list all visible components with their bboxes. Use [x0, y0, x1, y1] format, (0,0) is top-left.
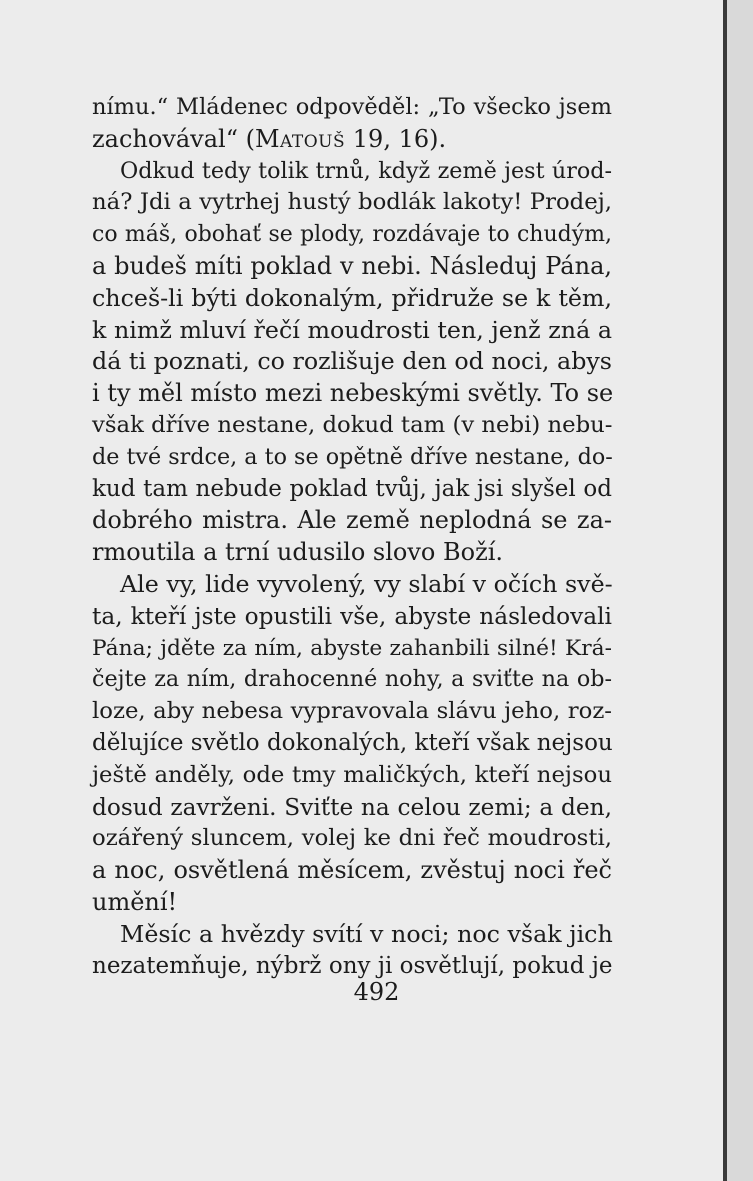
text-line: kud tam nebude poklad tvůj, jak jsi slyšel od [92, 475, 612, 502]
text-line: a noc, osvětlená měsícem, zvěstuj noci řeč [92, 856, 612, 885]
text-line: ještě anděly, ode tmy maličkých, kteří nejsou [92, 761, 612, 788]
text-line: ozářený sluncem, volej ke dni řeč moudrosti, [92, 825, 612, 852]
text-line: co máš, obohať se plody, rozdávaje to chudým, [92, 222, 612, 248]
text-line: ná? Jdi a vytrhej hustý bodlák lakoty! Prodej, [92, 189, 612, 216]
text-line: Odkud tedy tolik trnů, když země jest úrod- [120, 157, 612, 184]
text-line: nímu.“ Mládenec odpověděl: „To všecko jsem [92, 94, 612, 120]
text-line: de tvé srdce, a to se opětně dříve nestane, do- [92, 443, 613, 470]
text-line-post: 19, 16). [345, 124, 447, 153]
text-line: chceš-li býti dokonalým, přidruže se k těm, [92, 283, 612, 312]
citation-name: Matouš [254, 124, 346, 153]
text-line: a budeš míti poklad v nebi. Následuj Pána, [92, 251, 612, 280]
text-line: však dříve nestane, dokud tam (v nebi) nebu- [92, 411, 613, 438]
text-line: Pána; jděte za ním, abyste zahanbili silné! Krá- [92, 635, 612, 661]
text-line-pre: zachovával“ ( [92, 124, 255, 153]
text-line: dosud zavrženi. Sviťte na celou zemi; a den, [92, 793, 612, 821]
text-line: dobrého mistra. Ale země neplodná se za- [92, 506, 612, 535]
text-line: loze, aby nebesa vypravovala slávu jeho, roz- [92, 698, 612, 725]
text-line: nezatemňuje, nýbrž ony ji osvětlují, pokud je [92, 952, 613, 979]
text-line: čejte za ním, drahocenné nohy, a sviťte na ob- [92, 666, 612, 693]
page-number: 492 [353, 978, 400, 1006]
text-line: Měsíc a hvězdy svítí v noci; noc však jich [120, 919, 613, 948]
text-line: i ty měl místo mezi nebeskými světly. To se [92, 379, 614, 408]
text-line: dělujíce světlo dokonalých, kteří však nejsou [92, 729, 613, 756]
text-line: umění! [92, 887, 178, 916]
text-line: Ale vy, lide vyvolený, vy slabí v očích svě- [120, 569, 613, 598]
text-line: k nimž mluví řečí moudrosti ten, jenž zná a [92, 315, 612, 344]
text-line: ta, kteří jste opustili vše, abyste následovali [92, 602, 612, 630]
text-line [92, 124, 612, 156]
text-line: rmoutila a trní udusilo slovo Boží. [92, 538, 504, 567]
text-line: dá ti poznati, co rozlišuje den od noci, abys [92, 347, 612, 376]
body-text [92, 92, 612, 982]
